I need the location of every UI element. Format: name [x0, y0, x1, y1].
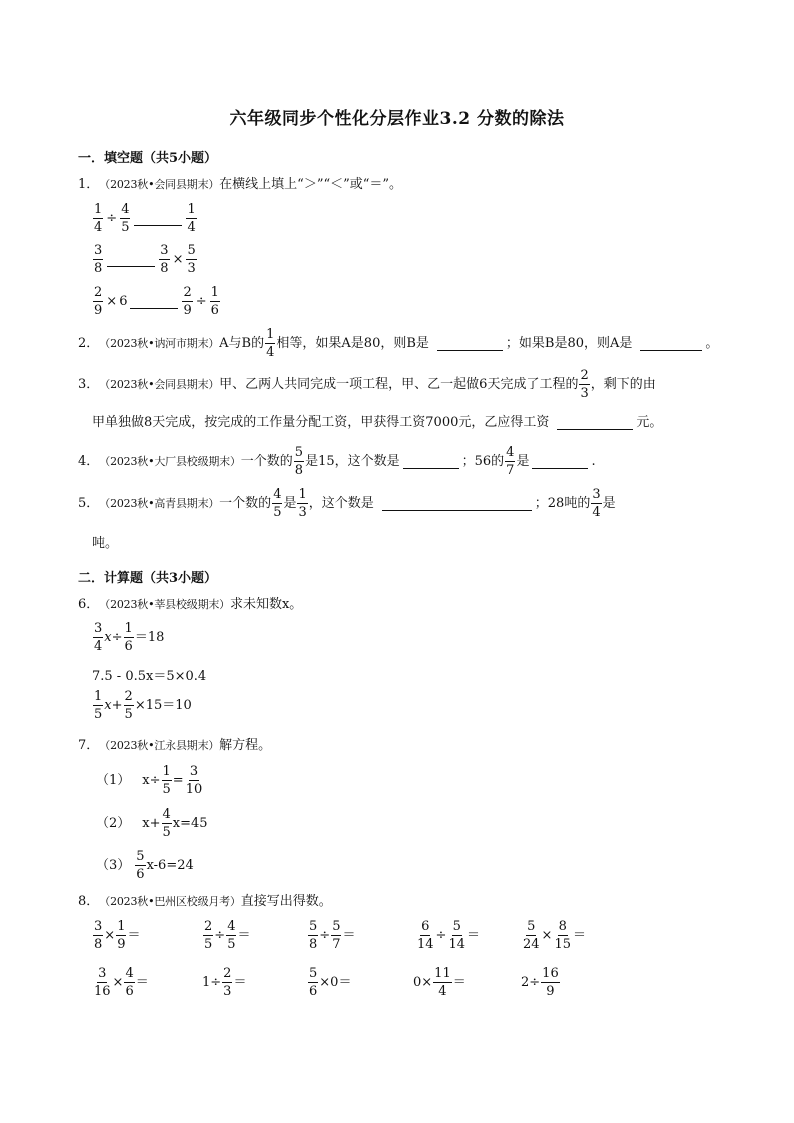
- question-number: 4．: [78, 454, 100, 469]
- fraction: $\frac{1}{5}$: [162, 764, 171, 797]
- question-number: 1．: [78, 177, 100, 192]
- fraction: $\frac{1}{4}$: [187, 202, 196, 235]
- fraction: $\frac{4}{5}$: [273, 487, 282, 520]
- fraction: $\frac{1}{5}$: [94, 689, 103, 722]
- item-label: （1）: [96, 773, 131, 788]
- equation: [92, 690, 192, 721]
- question-text: 相等，如果A是80，则B是: [276, 336, 429, 351]
- fraction: $\frac{5}{6}$: [136, 849, 145, 882]
- q1-comparison-row: [92, 286, 221, 317]
- question-source: （2023秋•大厂县校级期末）: [99, 455, 241, 468]
- equation-rhs: x=45: [172, 816, 208, 831]
- answer-blank[interactable]: [382, 496, 532, 511]
- expression-prefix: 2÷: [521, 975, 541, 990]
- fraction: $\frac{5}{6}$: [309, 966, 318, 999]
- q1-comparison-row: [92, 244, 198, 275]
- question-text: ；如果B是80，则A是: [505, 336, 633, 351]
- operator: ÷: [106, 211, 118, 226]
- fraction: $\frac{1}{3}$: [298, 487, 307, 520]
- fraction: $\frac{11}{4}$: [434, 966, 451, 999]
- fraction: $\frac{4}{5}$: [227, 919, 236, 952]
- equation: [96, 765, 204, 796]
- expression-prefix: 1÷: [202, 975, 222, 990]
- fraction: $\frac{2}{3}$: [223, 966, 232, 999]
- item-label: （3）: [96, 858, 131, 873]
- fraction: $\frac{5}{7}$: [332, 919, 341, 952]
- question-text: 是: [602, 496, 616, 511]
- question-3: [78, 369, 656, 400]
- question-text: 甲单独做8天完成，按完成的工作量分配工资，甲获得工资7000元，乙应得工资: [92, 415, 550, 430]
- operator: ÷: [111, 630, 123, 645]
- answer-blank[interactable]: [640, 336, 702, 351]
- fraction: $\frac{3}{10}$: [185, 764, 203, 797]
- operator: ×: [112, 975, 124, 990]
- question-text: 是: [283, 496, 297, 511]
- equation-lhs: x÷: [142, 773, 161, 788]
- operator: ÷: [435, 928, 447, 943]
- operator: ×: [172, 252, 184, 267]
- question-text: 是15，这个数是: [305, 454, 400, 469]
- question-source: （2023秋•莘县校级期末）: [99, 598, 230, 611]
- question-source: （2023秋•巴州区校级月考）: [99, 895, 241, 908]
- operator: =: [172, 773, 184, 788]
- question-text: ，这个数是: [308, 496, 374, 511]
- fraction: $\frac{5}{14}$: [448, 919, 465, 952]
- fraction: $\frac{3}{8}$: [160, 243, 169, 276]
- fraction: $\frac{5}{8}$: [294, 445, 304, 478]
- equation: 7.5 - 0.5x＝5×0.4: [92, 669, 207, 684]
- fraction: $\frac{2}{9}$: [183, 285, 192, 318]
- fraction: $\frac{2}{5}$: [204, 919, 213, 952]
- fraction: $\frac{16}{9}$: [542, 966, 559, 999]
- question-number: 3．: [78, 377, 100, 392]
- fraction: $\frac{5}{3}$: [187, 243, 196, 276]
- fraction: $\frac{1}{6}$: [210, 285, 219, 318]
- question-text: 一个数的: [219, 496, 272, 511]
- question-5-cont: 吨。: [92, 536, 119, 551]
- question-number: 7．: [78, 738, 100, 753]
- mental-math-item: [521, 920, 586, 951]
- question-text: 甲、乙两人共同完成一项工程，甲、乙一起做6天完成了工程的: [219, 377, 579, 392]
- question-text: 求未知数x。: [229, 597, 303, 612]
- operator: ×: [541, 928, 553, 943]
- variable: x: [104, 698, 112, 713]
- question-5: [78, 488, 616, 519]
- page-title: 六年级同步个性化分层作业3.2 分数的除法: [229, 109, 565, 129]
- section-heading-calculation: 二．计算题（共3小题）: [78, 571, 218, 586]
- mental-math-item: [92, 920, 140, 951]
- question-text: .: [591, 454, 596, 469]
- equation: [92, 622, 164, 653]
- fraction: $\frac{1}{9}$: [117, 919, 126, 952]
- fraction: $\frac{3}{16}$: [94, 966, 111, 999]
- operator: ×0＝: [319, 975, 352, 990]
- question-7-stem: [78, 739, 271, 752]
- fraction: $\frac{4}{7}$: [506, 445, 515, 478]
- operator: ÷: [195, 294, 207, 309]
- question-text: 一个数的: [240, 454, 293, 469]
- number: 6: [119, 294, 128, 309]
- equals-sign: ＝: [237, 928, 251, 943]
- answer-blank[interactable]: [532, 454, 588, 469]
- expression-prefix: 0×: [413, 975, 433, 990]
- equals-sign: ＝: [233, 975, 247, 990]
- fraction: $\frac{3}{8}$: [94, 919, 103, 952]
- mental-math-item: [92, 967, 149, 998]
- mental-math-item: [413, 967, 466, 998]
- question-number: 8．: [78, 894, 100, 909]
- question-text: 是: [516, 454, 530, 469]
- question-text: 直接写出得数。: [240, 894, 332, 909]
- fraction: $\frac{8}{15}$: [554, 919, 571, 952]
- question-text: 解方程。: [219, 738, 272, 753]
- mental-math-item: [415, 920, 480, 951]
- question-6-stem: [78, 598, 302, 611]
- question-8-stem: [78, 895, 332, 908]
- question-number: 2．: [78, 336, 100, 351]
- equals-sign: ＝: [573, 928, 587, 943]
- equals-sign: ＝: [127, 928, 141, 943]
- question-source: （2023秋•高青县期末）: [99, 497, 220, 510]
- equation-rhs: ×15＝10: [134, 698, 192, 713]
- fraction: $\frac{5}{24}$: [523, 919, 540, 952]
- question-4: [78, 446, 596, 477]
- question-source: （2023秋•讷河市期末）: [99, 337, 220, 350]
- fraction: $\frac{6}{14}$: [417, 919, 434, 952]
- equals-sign: ＝: [342, 928, 356, 943]
- question-text: 元。: [636, 415, 663, 430]
- question-number: 5．: [78, 496, 100, 511]
- answer-blank[interactable]: [107, 252, 155, 267]
- equation-lhs: x+: [142, 816, 161, 831]
- mental-math-item: [521, 967, 561, 998]
- question-text: ；28吨的: [534, 496, 591, 511]
- question-2: [78, 328, 718, 359]
- fraction: $\frac{3}{4}$: [592, 487, 601, 520]
- variable: x: [104, 630, 112, 645]
- question-1-stem: [78, 178, 402, 191]
- equation: [96, 808, 208, 839]
- fraction: $\frac{4}{5}$: [121, 202, 130, 235]
- equation-rhs: x-6=24: [146, 858, 194, 873]
- fraction: $\frac{2}{9}$: [94, 285, 103, 318]
- operator: ×: [106, 294, 118, 309]
- question-source: （2023秋•会同县期末）: [99, 378, 220, 391]
- operator: ÷: [319, 928, 331, 943]
- question-text: ；56的: [461, 454, 505, 469]
- mental-math-item: [202, 967, 246, 998]
- answer-blank[interactable]: [557, 415, 633, 430]
- equals-sign: ＝: [452, 975, 466, 990]
- equals-sign: ＝: [135, 975, 149, 990]
- operator: ÷: [214, 928, 226, 943]
- question-3-cont: [92, 415, 662, 430]
- fraction: $\frac{1}{4}$: [266, 327, 275, 360]
- equation: [96, 850, 194, 881]
- equals-sign: ＝: [467, 928, 481, 943]
- fraction: $\frac{4}{6}$: [125, 966, 134, 999]
- question-source: （2023秋•江永县期末）: [99, 739, 220, 752]
- question-text: ，剩下的由: [590, 377, 656, 392]
- fraction: $\frac{2}{5}$: [124, 689, 133, 722]
- question-source: （2023秋•会同县期末）: [99, 178, 220, 191]
- section-heading-fill-blank: 一．填空题（共5小题）: [78, 151, 218, 166]
- answer-blank[interactable]: [130, 294, 178, 309]
- mental-math-item: [202, 920, 250, 951]
- answer-blank[interactable]: [403, 454, 459, 469]
- q1-comparison-row: [92, 203, 198, 234]
- fraction: $\frac{3}{8}$: [94, 243, 103, 276]
- fraction: $\frac{3}{4}$: [94, 621, 103, 654]
- equation-rhs: ＝18: [134, 630, 165, 645]
- operator: ×: [104, 928, 116, 943]
- fraction: $\frac{1}{4}$: [94, 202, 103, 235]
- answer-blank[interactable]: [437, 336, 503, 351]
- fraction: $\frac{1}{6}$: [124, 621, 133, 654]
- question-number: 6．: [78, 597, 100, 612]
- question-text: A与B的: [219, 336, 265, 351]
- mental-math-item: [307, 967, 351, 998]
- operator: +: [111, 698, 123, 713]
- answer-blank[interactable]: [134, 211, 182, 226]
- question-text: 。: [705, 336, 719, 351]
- fraction: $\frac{5}{8}$: [309, 919, 318, 952]
- item-label: （2）: [96, 816, 131, 831]
- fraction: $\frac{2}{3}$: [580, 368, 589, 401]
- fraction: $\frac{4}{5}$: [162, 807, 171, 840]
- question-text: 在横线上填上“＞”“＜”或“＝”。: [219, 177, 403, 192]
- mental-math-item: [307, 920, 355, 951]
